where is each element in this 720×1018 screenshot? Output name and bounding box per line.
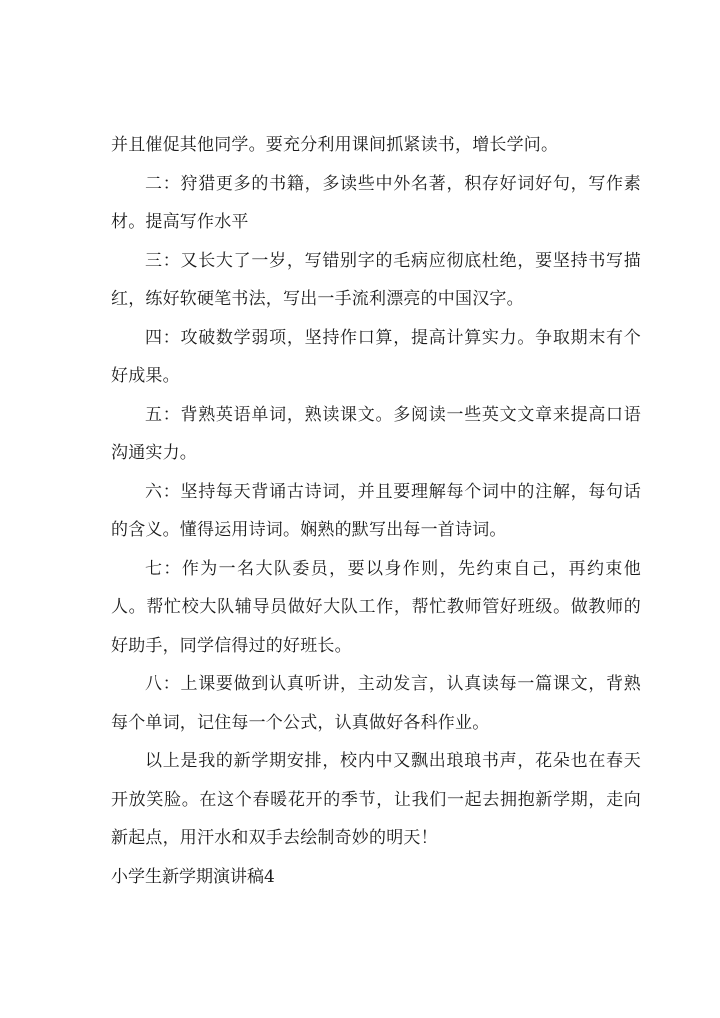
paragraph-continuation: 并且催促其他同学。要充分利用课间抓紧读书，增长学问。	[111, 135, 559, 155]
paragraph-item-four: 四：攻破数学弱项，坚持作口算，提高计算实力。争取期末有个好成果。	[111, 327, 641, 386]
paragraph-item-eight: 八：上课要做到认真听讲，主动发言，认真读每一篇课文，背熟每个单词，记住每一个公式，认真做好各科作业。	[111, 674, 641, 733]
section-heading: 小学生新学期演讲稿4	[111, 866, 275, 887]
paragraph-item-six: 六：坚持每天背诵古诗词，并且要理解每个词中的注解，每句话的含义。懂得运用诗词。娴熟的默写出每一首诗词。	[111, 481, 641, 540]
document-body	[111, 126, 641, 896]
paragraph-item-three: 三：又长大了一岁，写错别字的毛病应彻底杜绝，要坚持书写描红，练好软硬笔书法，写出一手流利漂亮的中国汉字。	[111, 250, 641, 309]
paragraph-conclusion: 以上是我的新学期安排，校内中又飘出琅琅书声，花朵也在春天开放笑脸。在这个春暖花开的季节，让我们一起去拥抱新学期，走向新起点，用汗水和双手去绘制奇妙的明天！	[111, 751, 641, 848]
paragraph-item-two: 二：狩猎更多的书籍，多读些中外名著，积存好词好句，写作素材。提高写作水平	[111, 173, 641, 232]
paragraph-item-seven: 七：作为一名大队委员，要以身作则，先约束自己，再约束他人。帮忙校大队辅导员做好大队工作，帮忙教师管好班级。做教师的好助手，同学信得过的好班长。	[111, 558, 641, 656]
paragraph-item-five: 五：背熟英语单词，熟读课文。多阅读一些英文文章来提高口语沟通实力。	[111, 404, 641, 463]
